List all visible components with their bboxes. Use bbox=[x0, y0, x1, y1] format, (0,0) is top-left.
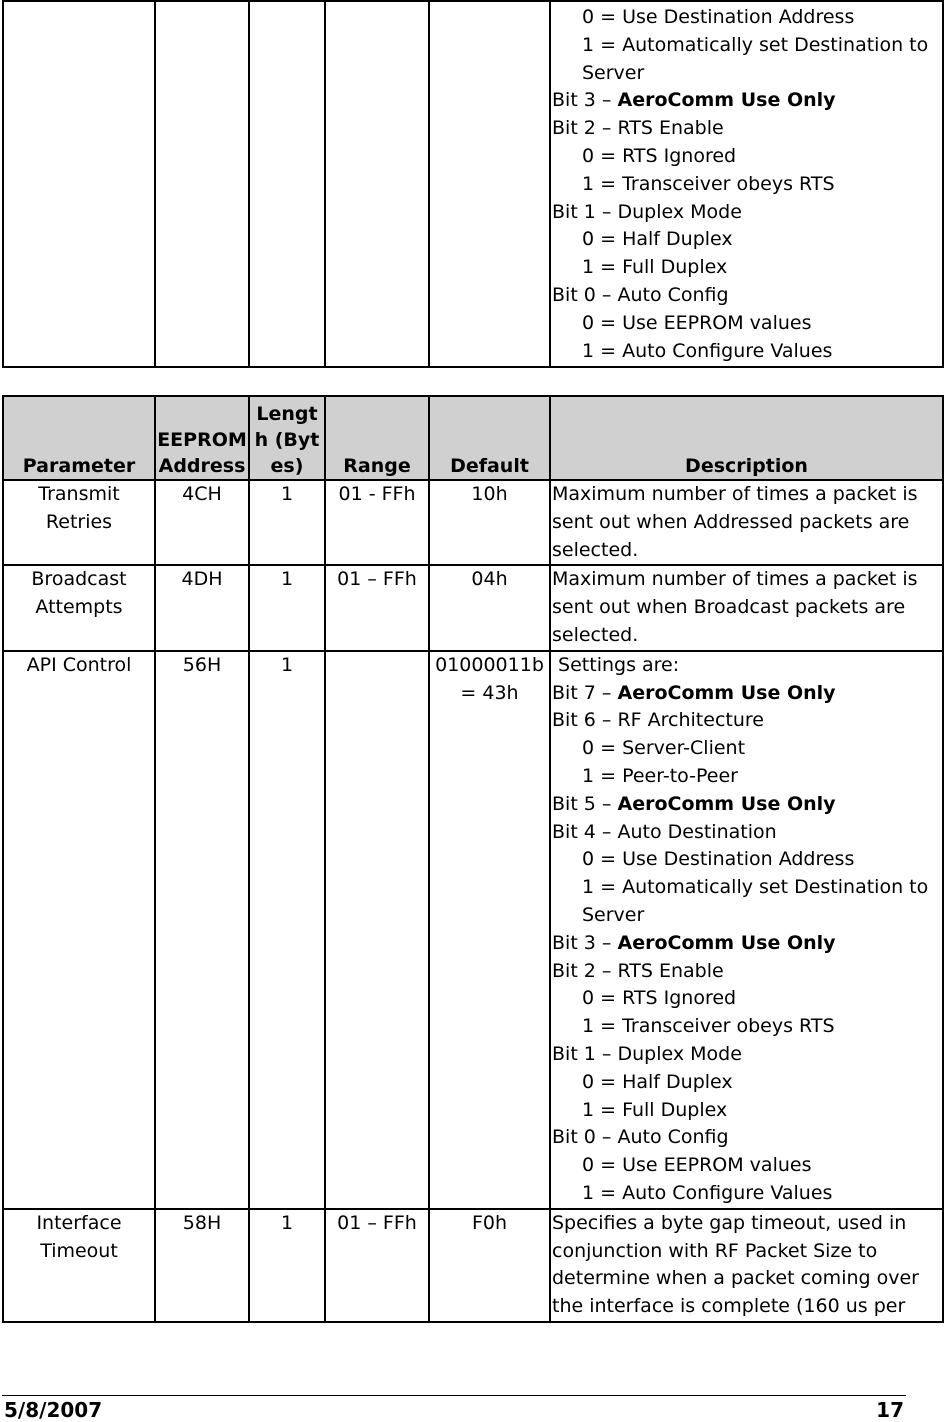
desc-line-bold: AeroComm Use Only bbox=[617, 931, 836, 954]
header-description: Description bbox=[550, 396, 943, 480]
desc-line: 1 = Automatically set Destination to Server bbox=[582, 876, 929, 926]
desc-line: 0 = Half Duplex bbox=[582, 228, 733, 251]
continuation-description bbox=[550, 1, 943, 367]
empty-cell bbox=[249, 1, 325, 367]
header-eeprom-address: EEPROM Address bbox=[155, 396, 249, 480]
cell-address: 4CH bbox=[155, 480, 249, 565]
desc-line bbox=[552, 680, 942, 708]
footer-divider bbox=[2, 1395, 906, 1396]
desc-line: 1 = Auto Configure Values bbox=[582, 339, 833, 362]
desc-line: 0 = Use Destination Address bbox=[582, 848, 855, 871]
table-row bbox=[3, 480, 943, 565]
empty-cell bbox=[325, 1, 429, 367]
desc-line: 0 = RTS Ignored bbox=[582, 144, 737, 167]
cell-description bbox=[550, 651, 943, 1209]
parameter-table bbox=[2, 395, 944, 1323]
cell-address: 56H bbox=[155, 651, 249, 1209]
desc-line-bold: AeroComm Use Only bbox=[617, 681, 836, 704]
cell-length: 1 bbox=[249, 651, 325, 1209]
table-row bbox=[3, 651, 943, 1209]
cell-description: Maximum number of times a packet is sent out when Addressed packets are selected. bbox=[550, 480, 943, 565]
desc-line: 0 = Use EEPROM values bbox=[582, 311, 812, 334]
desc-line: 0 = Use EEPROM values bbox=[582, 1154, 812, 1177]
table-row bbox=[3, 565, 943, 650]
cell-description: Maximum number of times a packet is sent out when Broadcast packets are selected. bbox=[550, 565, 943, 650]
cell-default: F0h bbox=[429, 1209, 550, 1322]
header-length: Length (Bytes) bbox=[249, 396, 325, 480]
cell-length: 1 bbox=[249, 1209, 325, 1322]
header-range: Range bbox=[325, 396, 429, 480]
cell-description: Specifies a byte gap timeout, used in conjunction with RF Packet Size to determine when a packet coming over the interface is complete (160 us per bbox=[550, 1209, 943, 1322]
header-row bbox=[3, 396, 943, 480]
desc-line-prefix: Bit 3 – bbox=[552, 931, 618, 954]
desc-line: 1 = Full Duplex bbox=[582, 256, 728, 279]
header-default: Default bbox=[429, 396, 550, 480]
desc-line: 0 = Server-Client bbox=[582, 737, 746, 760]
desc-line: Bit 1 – Duplex Mode bbox=[552, 200, 742, 223]
cell-default: 10h bbox=[429, 480, 550, 565]
desc-line: Bit 0 – Auto Config bbox=[552, 283, 729, 306]
desc-line: 1 = Peer-to-Peer bbox=[582, 764, 738, 787]
desc-line: Bit 0 – Auto Config bbox=[552, 1126, 729, 1149]
cell-address: 4DH bbox=[155, 565, 249, 650]
desc-line-bold: AeroComm Use Only bbox=[617, 792, 836, 815]
desc-line: Bit 2 – RTS Enable bbox=[552, 117, 724, 140]
desc-line-prefix: Bit 7 – bbox=[552, 681, 618, 704]
desc-line: 0 = RTS Ignored bbox=[582, 987, 737, 1010]
cell-default: 04h bbox=[429, 565, 550, 650]
cell-range: 01 – FFh bbox=[325, 565, 429, 650]
table-row bbox=[3, 1209, 943, 1322]
empty-cell bbox=[155, 1, 249, 367]
cell-parameter: Broadcast Attempts bbox=[3, 565, 155, 650]
desc-line: 1 = Full Duplex bbox=[582, 1098, 728, 1121]
desc-line bbox=[552, 791, 942, 819]
desc-line: 1 = Auto Configure Values bbox=[582, 1181, 833, 1204]
cell-parameter: Interface Timeout bbox=[3, 1209, 155, 1322]
desc-line: 1 = Transceiver obeys RTS bbox=[582, 172, 835, 195]
desc-line: Bit 4 – Auto Destination bbox=[552, 820, 777, 843]
desc-line: Bit 2 – RTS Enable bbox=[552, 959, 724, 982]
desc-line: 1 = Automatically set Destination to Server bbox=[582, 33, 929, 84]
desc-line-prefix: Bit 3 – bbox=[552, 89, 618, 112]
desc-line: Settings are: bbox=[552, 653, 680, 676]
cell-address: 58H bbox=[155, 1209, 249, 1322]
footer-page-number: 17 bbox=[876, 1398, 904, 1422]
footer-date: 5/8/2007 bbox=[4, 1398, 103, 1422]
desc-line bbox=[552, 87, 942, 115]
cell-range: 01 - FFh bbox=[325, 480, 429, 565]
desc-line: 0 = Half Duplex bbox=[582, 1070, 733, 1093]
cell-length: 1 bbox=[249, 565, 325, 650]
desc-line: Bit 1 – Duplex Mode bbox=[552, 1042, 742, 1065]
empty-cell bbox=[3, 1, 155, 367]
cell-range: 01 – FFh bbox=[325, 1209, 429, 1322]
cell-length: 1 bbox=[249, 480, 325, 565]
desc-line bbox=[552, 930, 942, 958]
header-parameter: Parameter bbox=[3, 396, 155, 480]
desc-line-prefix: Bit 5 – bbox=[552, 792, 618, 815]
empty-cell bbox=[429, 1, 550, 367]
desc-line: Bit 6 – RF Architecture bbox=[552, 709, 764, 732]
cell-parameter: API Control bbox=[3, 651, 155, 1209]
cell-range bbox=[325, 651, 429, 1209]
cell-default: 01000011b = 43h bbox=[429, 651, 550, 1209]
desc-line: 1 = Transceiver obeys RTS bbox=[582, 1015, 835, 1038]
desc-line: 0 = Use Destination Address bbox=[582, 6, 855, 28]
continuation-table bbox=[2, 0, 944, 368]
table-row bbox=[3, 1, 943, 367]
cell-parameter: Transmit Retries bbox=[3, 480, 155, 565]
desc-line-bold: AeroComm Use Only bbox=[617, 89, 836, 112]
